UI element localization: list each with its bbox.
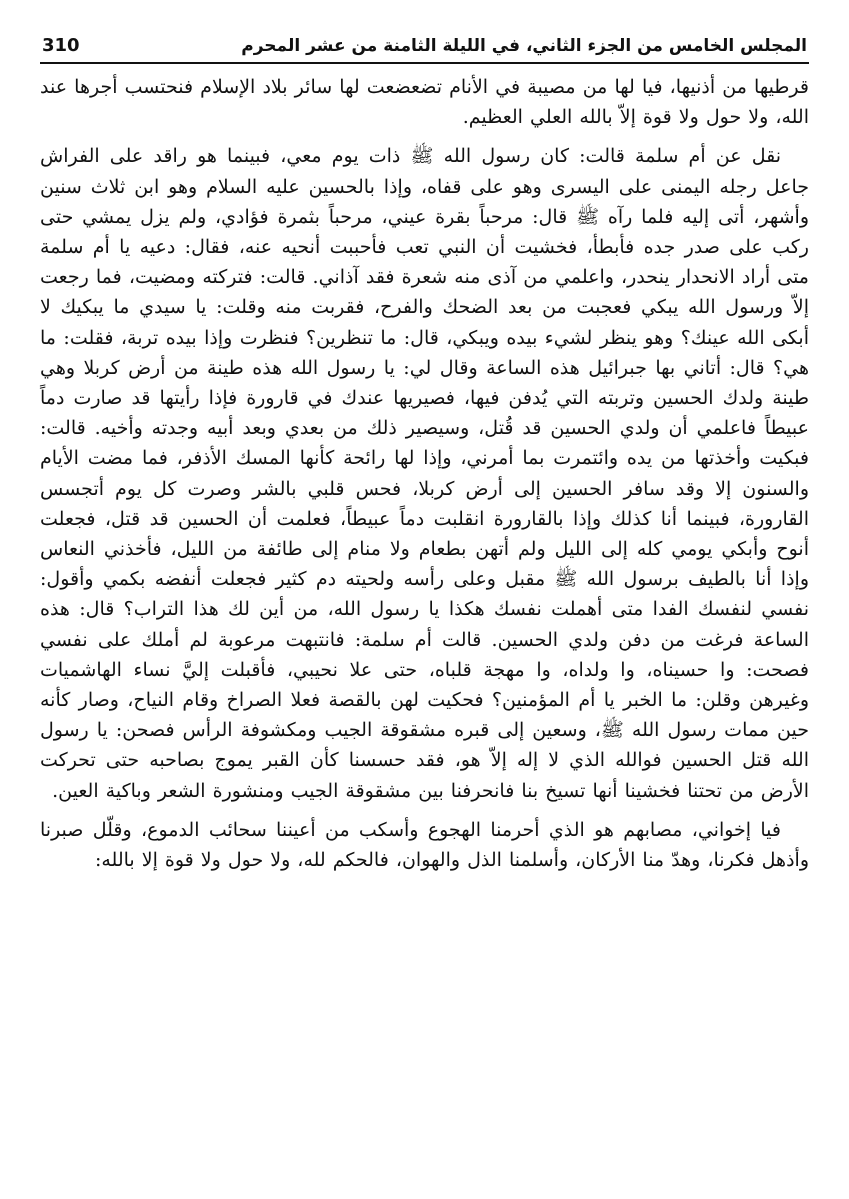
page-header	[40, 22, 809, 64]
paragraph-2: نقل عن أم سلمة قالت: كان رسول الله ﷺ ذات يوم معي، فبينما هو راقد على الفراش جاعل رجله اليمنى على اليسرى وهو على قفاه، وإذا بالحسين عليه السلام وهو ابن ثلاث سنين وأشهر، أتى إليه فلما رآه ﷺ قال: مرحباً بقرة عيني، مرحباً بثمرة فؤادي، ولم يزل يمشي حتى ركب على صدر جده فأبطأ، فخشيت أن النبي تعب فأحببت أنحيه عنه، فقال: دعيه يا أم سلمة متى أراد الانحدار ينحدر، واعلمي من آذى منه شعرة فقد آذاني. قالت: فتركته ومضيت، فما رجعت إلاّ ورسول الله يبكي فعجبت من بعد الضحك والفرح، فقربت منه وقلت: يا سيدي ما يبكيك لا أبكى الله عينك؟ وهو ينظر لشيء بيده ويبكي، قال: ما تنظرين؟ فنظرت وإذا بيده تربة، فقلت: ما هي؟ قال: أتاني بها جبرائيل هذه الساعة وقال لي: يا رسول الله هذه طينة من أرض كربلا وهي طينة ولدك الحسين وتربته التي يُدفن فيها، فصيريها عندك في قارورة فإذا رأيتها قد صارت دماً عبيطاً فاعلمي أن ولدي الحسين قد قُتل، وسيصير ذلك من بعدي وبعد أبيه وجدته وأخيه. قالت: فبكيت وأخذتها من يده وائتمرت بما أمرني، وإذا لها رائحة كأنها المسك الأذفر، فما مضت الأيام والسنون إلا وقد سافر الحسين إلى أرض كربلا، فحس قلبي بالشر وصرت كل يوم أتجسس القارورة، فبينما أنا كذلك وإذا بالقارورة انقلبت دماً عبيطاً، فعلمت أن الحسين قد قتل، فجعلت أنوح وأبكي يومي كله إلى الليل ولم أتهن بطعام ولا منام إلى طائفة من الليل، فأخذني النعاس وإذا أنا بالطيف برسول الله ﷺ مقبل وعلى رأسه ولحيته دم كثير فجعلت أنفضه بكمي وأقول: نفسي لنفسك الفدا متى أهملت نفسك هكذا يا رسول الله، من أين لك هذا التراب؟ قال: هذه الساعة فرغت من دفن ولدي الحسين. قالت أم سلمة: فانتبهت مرعوبة لم أملك على نفسي فصحت: وا حسيناه، وا ولداه، وا مهجة قلباه، حتى علا نحيبي، فأقبلت إليَّ نساء الهاشميات وغيرهن وقلن: ما الخبر يا أم المؤمنين؟ فحكيت لهن بالقصة فعلا الصراخ وقام النياح، وصار كأنه حين ممات رسول الله ﷺ، وسعين إلى قبره مشقوقة الجيب ومكشوفة الرأس فصحن: يا رسول الله قتل الحسين فوالله الذي لا إله إلاّ هو، فقد حسسنا كأن القبر يموج بصاحبه حتى تحركت الأرض من تحتنا فخشينا أنها تسيخ بنا فانحرفنا بين مشقوقة الجيب ومنشورة الشعر وباكية العين.	[40, 145, 809, 802]
paragraph-1: قرطيها من أذنيها، فيا لها من مصيبة في الأنام تضعضعت لها سائر بلاد الإسلام فنحتسب أجرها عند الله، ولا حول ولا قوة إلاّ بالله العلي العظيم.	[40, 76, 809, 129]
book-page	[40, 22, 809, 1177]
paragraph-3: فيا إخواني، مصابهم هو الذي أحرمنا الهجوع وأسكب من أعيننا سحائب الدموع، وقلّل صبرنا وأذهل فكرنا، وهدّ منا الأركان، وأسلمنا الذل والهوان، فالحكم لله، ولا حول ولا قوة إلا بالله:	[40, 818, 809, 872]
page-number: 310	[42, 35, 80, 56]
running-title: المجلس الخامس من الجزء الثاني، في الليلة الثامنة من عشر المحرم	[241, 36, 807, 56]
body-text	[40, 72, 809, 875]
